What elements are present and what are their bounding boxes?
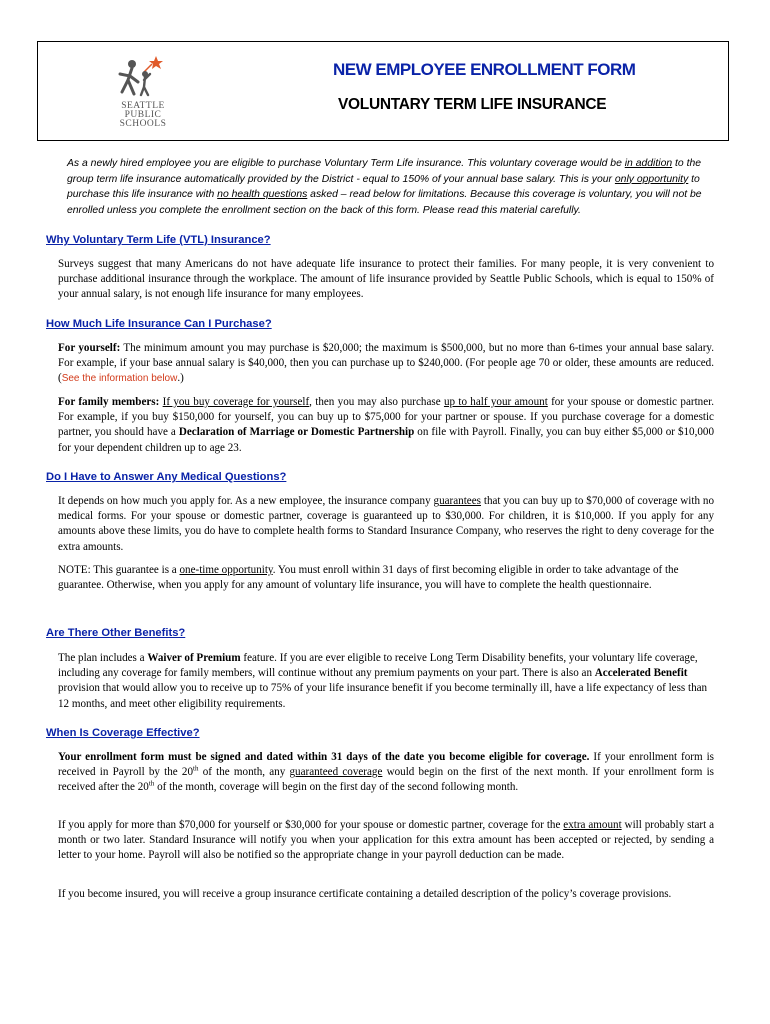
form-subtitle: VOLUNTARY TERM LIFE INSURANCE bbox=[338, 96, 607, 113]
seattle-public-schools-logo bbox=[98, 52, 198, 136]
para-why-vtl: Surveys suggest that many Americans do not have adequate life insurance to protect their families. For many people, it is very convenient to purchase additional insurance through the workplace. The amount of life insurance provided by Seattle Public Schools, which is equal to 150% of your annual salary, is not enough life insurance for many employees. bbox=[58, 258, 714, 301]
logo-text: SEATTLE PUBLIC SCHOOLS bbox=[119, 101, 167, 129]
header-box bbox=[37, 41, 729, 141]
see-info-link[interactable]: See the information below bbox=[61, 373, 178, 385]
para-effective: Your enrollment form must be signed and dated within 31 days of the date you become eligible for coverage. If your enrollment form is received in Payroll by the 20th of the month, any guaranteed coverage would begin on the first of the next month. If your enrollment form is received after the 20th of the month, coverage will begin on the first day of the second following month. bbox=[58, 751, 714, 794]
para-for-yourself: For yourself: The minimum amount you may purchase is $20,000; the maximum is $500,000, but no more than 6-times your annual base salary. For example, if your base annual salary is $40,000, then you can purchase up to $240,000. (For people age 70 or older, these amounts are reduced. (See the information below.) bbox=[58, 342, 714, 385]
para-benefits: The plan includes a Waiver of Premium feature. If you are ever eligible to receive Long Term Disability benefits, your voluntary life coverage, including any coverage for family members, will continue without any premium payments on your part. There is also an Accelerated Benefit provision that would allow you to receive up to 75% of your life insurance benefit if you become terminally ill, have a life expectancy of less than 12 months, and meet other eligibility requirements. bbox=[58, 652, 708, 710]
heading-medical: Do I Have to Answer Any Medical Questions? bbox=[46, 471, 287, 483]
heading-benefits: Are There Other Benefits? bbox=[46, 627, 186, 639]
para-extra-amount: If you apply for more than $70,000 for yourself or $30,000 for your spouse or domestic partner, coverage for the extra amount will probably start a month or two later. Standard Insurance will notify you when your application for this extra amount has been accepted or rejected, by sending a letter to your home. Payroll will also be notified so the appropriate change in your payroll deduction can be made. bbox=[58, 819, 714, 862]
form-title: NEW EMPLOYEE ENROLLMENT FORM bbox=[333, 60, 636, 79]
heading-how-much: How Much Life Insurance Can I Purchase? bbox=[46, 318, 272, 330]
heading-effective: When Is Coverage Effective? bbox=[46, 727, 200, 739]
intro-paragraph: As a newly hired employee you are eligible to purchase Voluntary Term Life insurance. This voluntary coverage would be in addition to the group term life insurance automatically provided by the District - equal to 150% of your annual base salary. This is your only opportunity to purchase this life insurance with no health questions asked – read below for limitations. Because this coverage is voluntary, you will not be enrolled unless you complete the enrollment section on the back of this form. Please read this material carefully. bbox=[67, 158, 702, 216]
logo-figures-icon bbox=[112, 52, 172, 102]
para-for-family: For family members: If you buy coverage for yourself, then you may also purchase up to half your amount for your spouse or domestic partner. For example, if you buy $150,000 for yourself, you can buy up to $75,000 for your partner or spouse. If you purchase coverage for a domestic partner, you should have a Declaration of Marriage or Domestic Partnership on file with Payroll. Finally, you can buy either $5,000 or $10,000 for your dependent children up to age 23. bbox=[58, 396, 714, 454]
para-medical: It depends on how much you apply for. As a new employee, the insurance company guarantees that you can buy up to $70,000 of coverage with no medical forms. For your spouse or domestic partner, coverage is guaranteed up to $30,000. For children, it is $10,000. If you apply for any amounts above these limits, you do have to complete health forms to Standard Insurance Company, who reserves the right to deny coverage for the extra amounts. bbox=[58, 495, 714, 553]
heading-why-vtl: Why Voluntary Term Life (VTL) Insurance? bbox=[46, 234, 271, 246]
para-certificate: If you become insured, you will receive a group insurance certificate containing a detailed description of the policy’s coverage provisions. bbox=[58, 888, 672, 900]
para-medical-note: NOTE: This guarantee is a one-time opportunity. You must enroll within 31 days of first becoming eligible in order to take advantage of the guarantee. Otherwise, when you apply for any amount of voluntary life insurance, you will have to complete the health questionnaire. bbox=[58, 564, 679, 592]
